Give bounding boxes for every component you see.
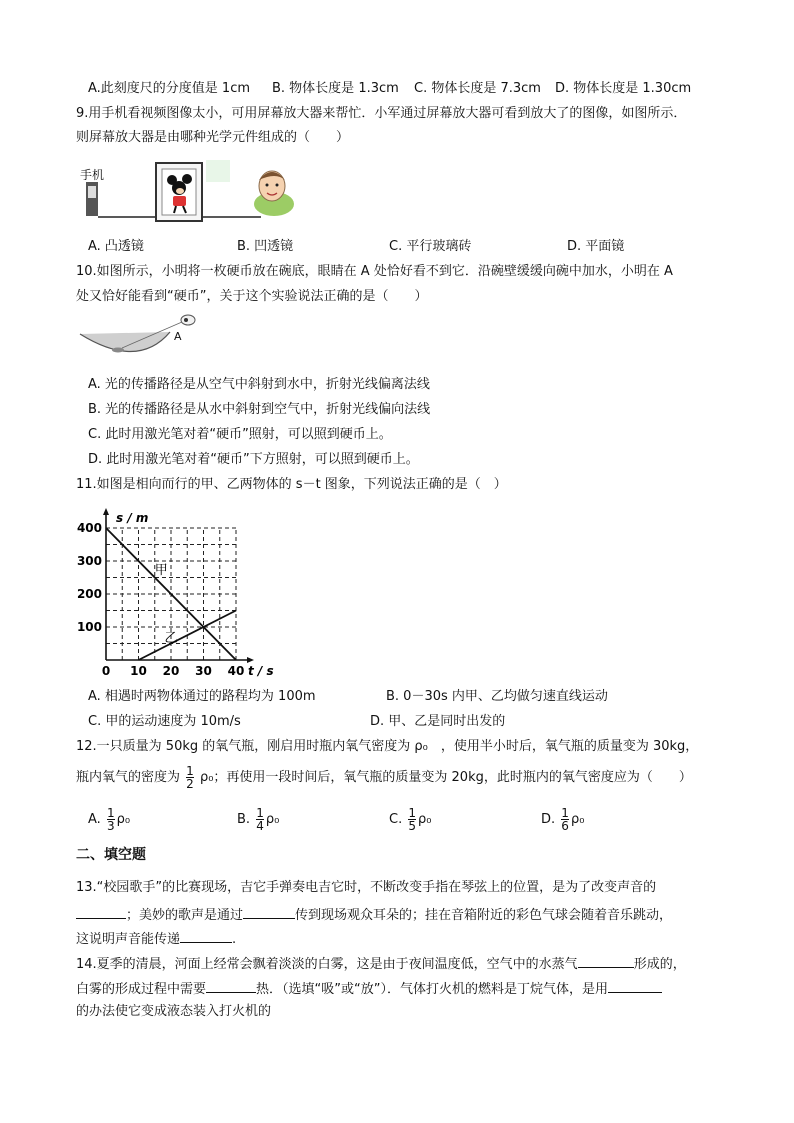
q11-option-d: D. 甲、乙是同时出发的	[370, 714, 506, 729]
q8-option-b: B. 物体长度是 1.3cm	[272, 81, 399, 96]
q13-stem-line1: 13.“校园歌手”的比赛现场，吉它手弹奏电吉它时，不断改变手指在琴弦上的位置，是为了改变声音的	[76, 880, 657, 895]
q10-bowl-illustration	[78, 310, 208, 366]
q10-figure	[78, 310, 208, 366]
answer-blank[interactable]	[76, 904, 126, 919]
fraction-denominator: 4	[256, 819, 264, 833]
q11-st-chart	[76, 500, 276, 678]
x-tick-label: 20	[162, 664, 180, 678]
y-axis-label: s / m	[116, 511, 149, 525]
q10-stem-line2: 处又恰好能看到“硬币”，关于这个实验说法正确的是（ ）	[76, 289, 428, 304]
q10-stem-line1: 10.如图所示，小明将一枚硬币放在碗底，眼睛在 A 处恰好看不到它．沿碗壁缓缓向碗中加水，小明在 A	[76, 264, 673, 279]
q13-stem-line2	[76, 904, 672, 925]
y-axis-arrow	[103, 508, 109, 515]
mickey-body	[173, 196, 186, 206]
answer-blank[interactable]	[206, 978, 256, 993]
x-tick-label: 10	[130, 664, 147, 678]
q11-option-a: A. 相遇时两物体通过的路程均为 100m	[88, 689, 316, 704]
option-fraction	[256, 807, 264, 832]
q14-stem-line1	[76, 953, 686, 974]
answer-blank[interactable]	[608, 978, 662, 993]
option-suffix: ρ₀	[116, 812, 131, 827]
q14-stem-line2	[76, 978, 662, 999]
option-prefix: D.	[541, 812, 556, 827]
q9-phone-label: 手机	[80, 168, 105, 182]
x-axis-label: t / s	[248, 664, 274, 678]
q13-text-segment: 这说明声音能传递	[76, 932, 181, 947]
q10-option-c: C. 此时用激光笔对着“硬币”照射，可以照到硬币上。	[88, 427, 392, 442]
fraction-numerator: 1	[106, 806, 115, 820]
y-tick-label: 400	[76, 521, 102, 535]
fraction-denominator: 5	[408, 819, 416, 833]
series-label: 乙	[164, 630, 178, 646]
q12-stem-line2	[76, 763, 692, 793]
fraction-denominator: 6	[561, 819, 569, 833]
x-tick-label: 40	[227, 664, 245, 678]
option-suffix: ρ₀	[570, 812, 585, 827]
answer-blank[interactable]	[180, 928, 232, 943]
q11-option-c: C. 甲的运动速度为 10m/s	[88, 714, 241, 729]
q12-stem-line1: 12.一只质量为 50kg 的氧气瓶，刚启用时瓶内氧气密度为 ρ₀ ，使用半小时后，氧气瓶的质量变为 30kg，	[76, 739, 699, 754]
fraction-numerator: 1	[186, 764, 194, 778]
option-fraction	[107, 807, 115, 832]
option-fraction	[408, 807, 416, 832]
x-tick-label: 0	[101, 664, 111, 678]
q13-text-segment: ；美妙的歌声是通过	[126, 908, 244, 923]
fraction-numerator: 1	[561, 806, 569, 820]
q13-text-segment: 传到现场观众耳朵的；挂在音箱附近的彩色气球会随着音乐跳动，	[295, 908, 673, 923]
option-suffix: ρ₀	[418, 812, 432, 827]
q11-option-b: B. 0－30s 内甲、乙均做匀速直线运动	[386, 689, 608, 704]
option-prefix: A.	[88, 812, 101, 827]
q14-text-segment: 14.夏季的清晨，河面上经常会飘着淡淡的白雾，这是由于夜间温度低，空气中的水蒸气	[76, 957, 578, 972]
q9-option-c: C. 平行玻璃砖	[389, 239, 472, 254]
q8-option-a: A.此刻度尺的分度值是 1cm	[88, 81, 251, 96]
q12-option-c	[389, 805, 431, 835]
section-title: 二、填空题	[76, 847, 146, 863]
q12-option-a	[88, 805, 130, 835]
q12-option-d	[541, 805, 584, 835]
q10-point-a-label: A	[174, 330, 182, 343]
option-prefix: C.	[389, 812, 403, 827]
q14-text-segment: 白雾的形成过程中需要	[76, 982, 207, 997]
q14-text-segment: 形成的，	[633, 957, 686, 972]
x-tick-label: 30	[195, 664, 212, 678]
fraction-numerator: 1	[256, 806, 264, 820]
q9-stem-line2: 则屏幕放大器是由哪种光学元件组成的（ ）	[76, 130, 350, 145]
q10-option-b: B. 光的传播路径是从水中斜射到空气中，折射光线偏向法线	[88, 402, 431, 417]
series-label: 甲	[154, 563, 168, 579]
q13-stem-line3	[76, 928, 236, 949]
q10-option-d: D. 此时用激光笔对着“硬币”下方照射，可以照到硬币上。	[88, 452, 419, 467]
fraction-denominator: 2	[186, 777, 194, 791]
q12-line2-end: ρ₀；再使用一段时间后，氧气瓶的质量变为 20kg，此时瓶内的氧气密度应为（ ）	[199, 770, 692, 785]
q12-line2-start: 瓶内氧气的密度为	[76, 770, 181, 785]
q9-illustration	[76, 160, 306, 226]
q9-option-b: B. 凹透镜	[237, 239, 294, 254]
x-axis-arrow	[247, 657, 254, 663]
option-fraction	[561, 807, 569, 832]
q9-option-d: D. 平面镜	[567, 239, 625, 254]
y-tick-label: 200	[76, 587, 102, 601]
fraction-denominator: 3	[106, 819, 115, 833]
q10-option-a: A. 光的传播路径是从空气中斜射到水中，折射光线偏离法线	[88, 377, 430, 392]
answer-blank[interactable]	[243, 904, 295, 919]
green-patch	[206, 160, 230, 182]
q13-text-segment: .	[232, 932, 237, 947]
q12-option-b	[237, 805, 279, 835]
y-tick-label: 300	[76, 554, 102, 568]
q8-option-c: C. 物体长度是 7.3cm	[414, 81, 541, 96]
answer-blank[interactable]	[578, 953, 634, 968]
fraction-numerator: 1	[408, 806, 416, 820]
q8-option-d: D. 物体长度是 1.30cm	[555, 81, 692, 96]
q9-figure	[76, 160, 306, 226]
q14-text-segment: 热．（选填“吸”或“放”）．气体打火机的燃料是丁烷气体，是用	[256, 982, 608, 997]
q14-stem-line3: 的办法使它变成液态装入打火机的	[76, 1004, 272, 1019]
q11-stem: 11.如图是相向而行的甲、乙两物体的 s－t 图象，下列说法正确的是（ ）	[76, 477, 507, 492]
y-tick-label: 100	[76, 620, 102, 634]
q12-half-fraction	[186, 765, 194, 790]
q9-option-a: A. 凸透镜	[88, 239, 144, 254]
mickey-ear-right	[182, 174, 192, 184]
option-suffix: ρ₀	[265, 812, 280, 827]
q9-stem-line1: 9.用手机看视频图像太小，可用屏幕放大器来帮忙．小军通过屏幕放大器可看到放大了的图像，如图所示．	[76, 106, 687, 121]
option-prefix: B.	[237, 812, 251, 827]
